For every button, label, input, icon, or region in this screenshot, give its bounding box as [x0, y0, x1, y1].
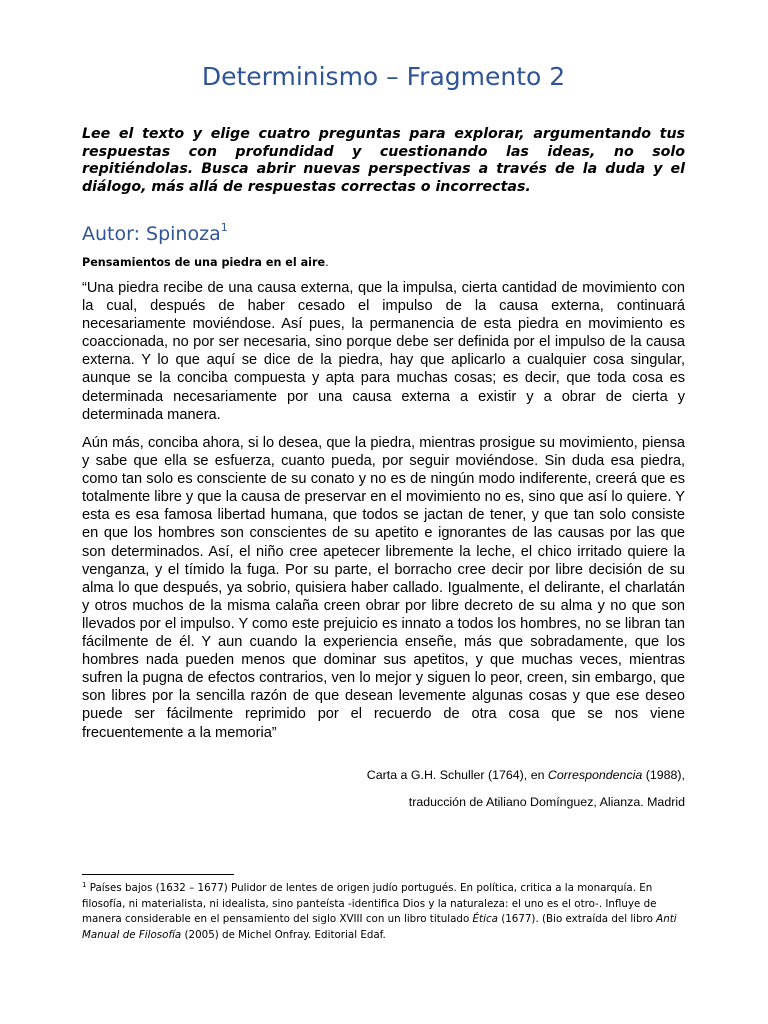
citation-book-title: Correspondencia: [547, 768, 643, 782]
author-label: Autor: Spinoza: [82, 223, 221, 245]
quote-paragraph-1: “Una piedra recibe de una causa externa, que la impulsa, cierta cantidad de movimiento con la cual, después de haber cesado el impulso de la causa externa, continuará necesariamente moviéndose. Así pues, la permanencia de esta piedra en movimiento es coaccionada, no por ser necesaria, sino porque debe ser definida por el impulso de la causa externa. Y lo que aquí se dice de la piedra, hay que aplicarlo a cualquier cosa singular, aunque se la conciba compuesta y apta para muchas cosas; es decir, que toda cosa es determinada necesariamente por una causa externa a existir y a obrar de cierta y determinada manera.: [82, 280, 685, 423]
text-subtitle: [82, 256, 329, 269]
author-heading: [82, 221, 228, 245]
instructions-text: Lee el texto y elige cuatro preguntas para explorar, argumentando tus respuestas con profundidad y cuestionando las ideas, no solo repitiéndolas. Busca abrir nuevas perspectivas a través de la duda y el diálogo, más allá de respuestas correctas o incorrectas.: [82, 126, 685, 195]
footnote-reference[interactable]: 1: [220, 221, 228, 234]
citation-text-b: (1988),: [642, 768, 685, 782]
subtitle-label: Pensamientos de una piedra en el aire: [82, 256, 326, 269]
footnote: [82, 878, 685, 943]
page-title: Determinismo – Fragmento 2: [201, 62, 566, 91]
footnote-text-b: (1677). (Bio extraída del libro: [497, 913, 657, 925]
footnote-book-anti-manual: Anti Manual de Filosofía: [82, 913, 677, 941]
footnote-separator: [82, 874, 234, 875]
footnote-text-a: Países bajos (1632 – 1677) Pulidor de lentes de origen judío portugués. En política, critica a la monarquía. En filosofía, ni materialista, ni idealista, sino panteísta -identifica Dios y la naturaleza: el uno es el otro-. Influye de manera considerable en el pensamiento del siglo XVIII con un libro titulado: [82, 882, 657, 925]
footnote-book-etica: Ética: [472, 913, 498, 925]
footnote-text-c: (2005) de Michel Onfray. Editorial Edaf.: [181, 928, 386, 941]
citation-line-2: traducción de Atiliano Domínguez, Alianza. Madrid: [408, 795, 685, 809]
footnote-marker: 1: [82, 881, 87, 889]
quote-paragraph-2: Aún más, conciba ahora, si lo desea, que la piedra, mientras prosigue su movimiento, piensa y sabe que ella se esfuerza, cuanto pueda, por seguir moviéndose. Sin duda esa piedra, como tan solo es consciente de su conato y no es de ningún modo indiferente, creerá que es totalmente libre y que la causa de preservar en el movimiento no es, sino que así lo quiere. Y esta es esa famosa libertad humana, que todos se jactan de tener, y que tan solo consiste en que los hombres son conscientes de su apetito e ignorantes de las causas por las que son determinados. Así, el niño cree apetecer libremente la leche, el chico irritado quiere la venganza, y el tímido la fuga. Por su parte, el borracho cree decir por libre decisión de su alma lo que después, ya sobrio, quisiera haber callado. Igualmente, el delirante, el charlatán y otros muchos de la misma calaña creen obrar por libre decreto de su alma y no que son llevados por el impulso. Y como este prejuicio es innato a todos los hombres, no se libran tan fácilmente de él. Y aun cuando la experiencia enseñe, más que sobradamente, que los hombres nada pueden menos que dominar sus apetitos, y que muchas veces, mientras sufren la pugna de efectos contrarios, ven lo mejor y siguen lo peor, creen, sin embargo, que son libres por la sencilla razón de que desean levemente algunas cosas y que ese deseo puede ser fácilmente reprimido por el recuerdo de otra cosa que se nos viene frecuentemente a la memoria”: [82, 435, 685, 741]
citation-text-a: Carta a G.H. Schuller (1764), en: [366, 768, 548, 782]
citation-line-1: [367, 768, 685, 782]
subtitle-period: .: [325, 256, 329, 269]
